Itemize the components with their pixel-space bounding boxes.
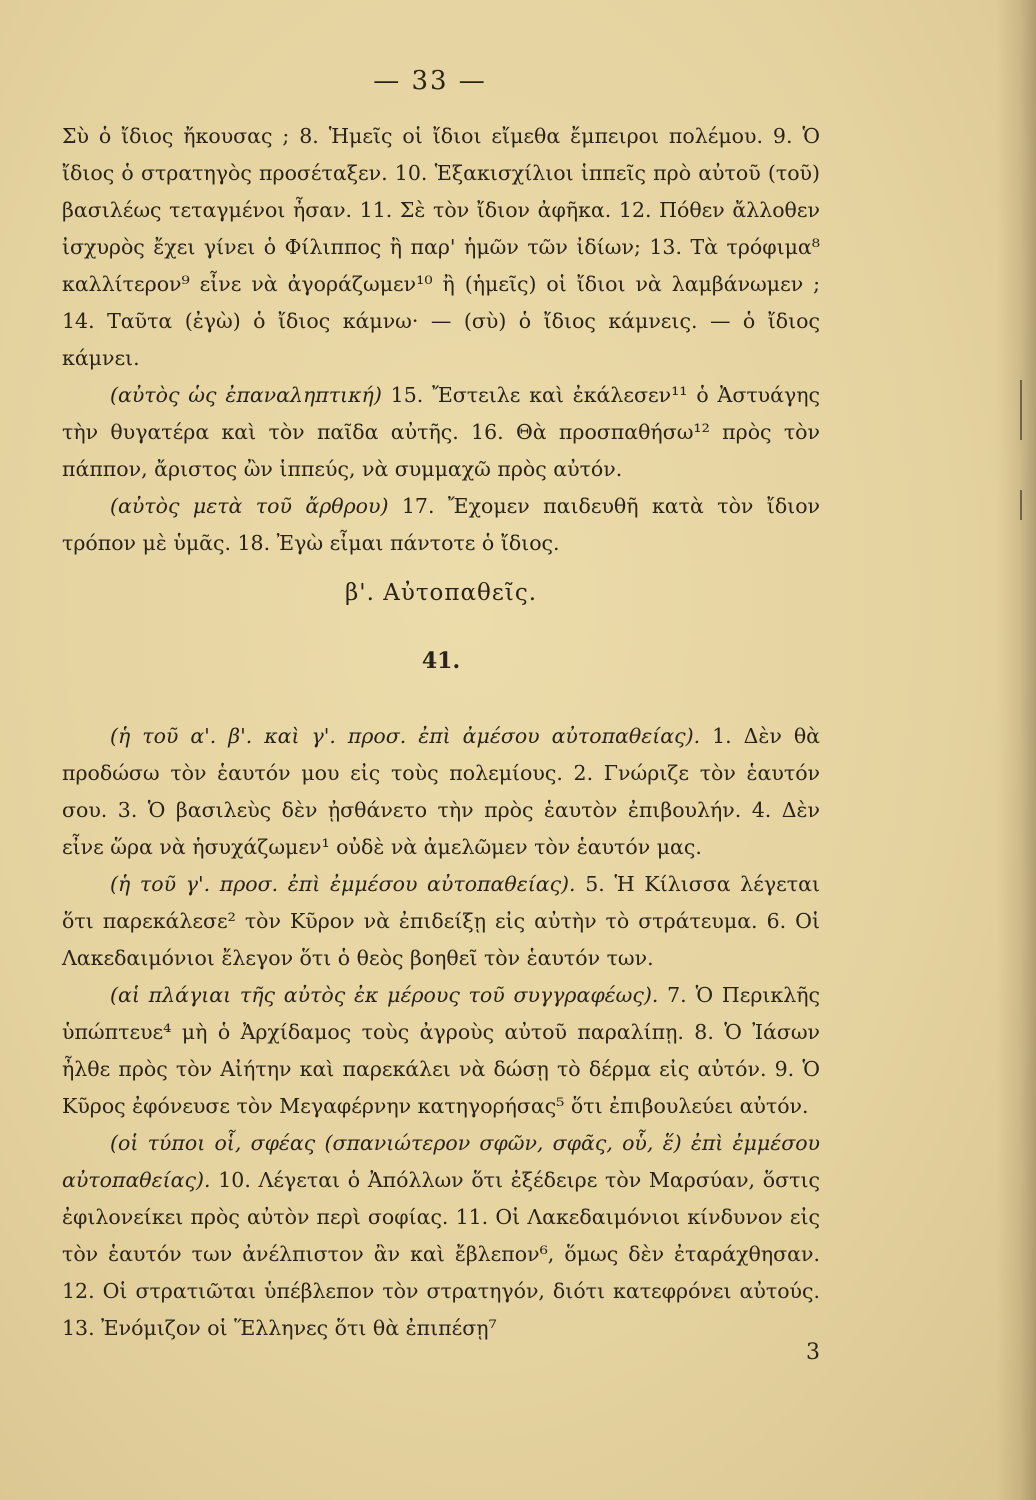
paragraph [62, 866, 820, 977]
text-block-top [62, 118, 820, 562]
paragraph: Σὺ ὁ ἴδιος ἤκουσας ; 8. Ἡμεῖς οἱ ἴδιοι εἴμεθα ἔμπειροι πολέμου. 9. Ὁ ἴδιος ὁ στρατηγὸς προσέταξεν. 10. Ἑξακισχίλιοι ἱππεῖς πρὸ αὐτοῦ (τοῦ) βασιλέως τεταγμένοι ἦσαν. 11. Σὲ τὸν ἴδιον ἀφῆκα. 12. Πόθεν ἄλλοθεν ἰσχυρὸς ἔχει γίνει ὁ Φίλιππος ἢ παρ' ἡμῶν τῶν ἰδίων; 13. Τὰ τρόφιμα⁸ καλλίτερον⁹ εἶνε νὰ ἀγοράζωμεν¹⁰ ἢ (ἡμεῖς) οἱ ἴδιοι νὰ λαμβάνωμεν ; 14. Ταῦτα (ἐγὼ) ὁ ἴδιος κάμνω· — (σὺ) ὁ ἴδιος κάμνεις. — ὁ ἴδιος κάμνει. [62, 124, 820, 370]
paragraph-label: (αὐτὸς ὡς ἐπαναληπτική) [110, 383, 382, 407]
paragraph-text: 5. Ἡ Κίλισσα λέγεται ὅτι παρεκάλεσε² τὸν Κῦρον νὰ ἐπιδείξῃ εἰς αὐτὴν τὸ στράτευμα. 6. Οἱ Λακεδαιμόνιοι ἔλεγον ὅτι ὁ θεὸς βοηθεῖ τὸν ἑαυτόν των. [62, 872, 820, 970]
paragraph [62, 718, 820, 866]
paragraph-text: 1. Δὲν θὰ προδώσω τὸν ἑαυτόν μου εἰς τοὺς πολεμίους. 2. Γνώριζε τὸν ἑαυτόν σου. 3. Ὁ βασιλεὺς δὲν ᾐσθάνετο τὴν πρὸς ἑαυτὸν ἐπιβουλήν. 4. Δὲν εἶνε ὥρα νὰ ἡσυχάζωμεν¹ οὐδὲ νὰ ἀμελῶμεν τὸν ἑαυτόν μας. [62, 724, 820, 859]
page-number: — 33 — [373, 66, 487, 96]
paragraph-label: (αἱ πλάγιαι τῆς αὐτὸς ἐκ μέρους τοῦ συγγραφέως). [110, 983, 659, 1007]
exercise-number: 41. [421, 648, 461, 674]
paragraph-label: (ἡ τοῦ α'. β'. καὶ γ'. προσ. ἐπὶ ἀμέσου αὐτοπαθείας). [110, 724, 701, 748]
paragraph-label: (ἡ τοῦ γ'. προσ. ἐπὶ ἐμμέσου αὐτοπαθείας). [110, 872, 576, 896]
paragraph-text: 17. Ἔχομεν παιδευθῆ κατὰ τὸν ἴδιον τρόπον μὲ ὑμᾶς. 18. Ἐγὼ εἶμαι πάντοτε ὁ ἴδιος. [62, 494, 821, 555]
edge-mark [1020, 490, 1022, 520]
paragraph-text: 15. Ἔστειλε καὶ ἐκάλεσεν¹¹ ὁ Ἀστυάγης τὴν θυγατέρα καὶ τὸν παῖδα αὐτῆς. 16. Θὰ προσπαθήσω¹² πρὸς τὸν πάππον, ἄριστος ὢν ἱππεύς, νὰ συμμαχῶ πρὸς αὐτόν. [62, 383, 820, 481]
paragraph [62, 377, 820, 488]
paragraph-text: 7. Ὁ Περικλῆς ὑπώπτευε⁴ μὴ ὁ Ἀρχίδαμος τοὺς ἀγροὺς αὐτοῦ παραλίπῃ. 8. Ὁ Ἰάσων ἦλθε πρὸς τὸν Αἰήτην καὶ παρεκάλει νὰ δώσῃ τὸ δέρμα εἰς αὐτόν. 9. Ὁ Κῦρος ἐφόνευσε τὸν Μεγαφέρνην κατηγορήσας⁵ ὅτι ἐπιβουλεύει αὐτόν. [62, 983, 820, 1118]
paragraph-label: (αὐτὸς μετὰ τοῦ ἄρθρου) [110, 494, 389, 518]
edge-mark [1020, 380, 1022, 440]
page-spine-shadow [996, 0, 1036, 1500]
paragraph [62, 977, 820, 1125]
section-title: β'. Αὐτοπαθεῖς. [344, 580, 538, 606]
paragraph-text: 10. Λέγεται ὁ Ἀπόλλων ὅτι ἐξέδειρε τὸν Μαρσύαν, ὅστις ἐφιλονείκει πρὸς αὐτὸν περὶ σοφίας. 11. Οἱ Λακεδαιμόνιοι κίνδυνον εἰς τὸν ἑαυτόν των ἀνέλπιστον ἂν καὶ ἔβλεπον⁶, ὅμως δὲν ἐταράχθησαν. 12. Οἱ στρατιῶται ὑπέβλεπον τὸν στρατηγόν, διότι κατεφρόνει αὐτούς. 13. Ἐνόμιζον οἱ Ἕλληνες ὅτι θὰ ἐπιπέσῃ⁷ [62, 1168, 820, 1340]
paragraph [62, 1125, 820, 1347]
paragraph-label: (οἱ τύποι οἷ, σφέας (σπανιώτερον σφῶν, σφᾶς, οὗ, ἕ) ἐπὶ ἐμμέσου αὐτοπαθείας). [62, 1131, 820, 1192]
paragraph [62, 488, 820, 562]
signature-mark: 3 [806, 1340, 820, 1365]
text-block-bottom [62, 718, 820, 1347]
